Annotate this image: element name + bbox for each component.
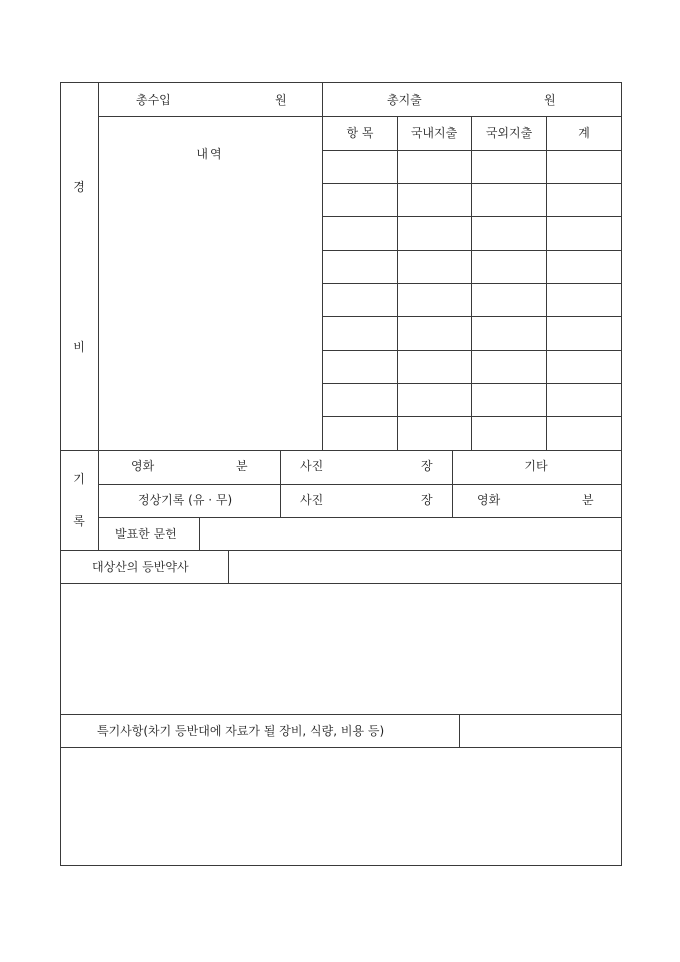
publications-label: 발표한 문헌	[115, 527, 177, 541]
expense-header-line	[98, 116, 622, 117]
photo2-label: 사진	[300, 493, 324, 507]
expense-side-label: 경	[73, 180, 85, 194]
table-header-overseas: 국외지출	[485, 126, 533, 140]
film-unit: 분	[236, 459, 248, 473]
outer-border-left	[60, 82, 61, 866]
expense-table-row-line	[322, 416, 622, 417]
record-row-line	[98, 517, 622, 518]
total-income-unit: 원	[275, 93, 287, 107]
film2-unit: 분	[582, 493, 594, 507]
expense-table-row-line	[322, 383, 622, 384]
record-side-label: 기	[73, 472, 85, 486]
history-label-divider	[228, 550, 229, 584]
record-side-label: 록	[73, 514, 85, 528]
table-header-domestic: 국내지출	[410, 126, 458, 140]
photo-unit: 장	[421, 459, 433, 473]
photo2-unit: 장	[421, 493, 433, 507]
divider-notes-content	[60, 747, 622, 748]
expense-table-col-line	[546, 116, 547, 451]
total-expense-label: 총지출	[387, 93, 422, 107]
other-label: 기타	[524, 459, 548, 473]
total-income-label: 총수입	[136, 93, 171, 107]
table-header-item: 항 목	[346, 126, 374, 140]
film-label: 영화	[131, 459, 155, 473]
expense-table-col-line	[397, 116, 398, 451]
film2-label: 영화	[477, 493, 501, 507]
divider-expense-record	[60, 450, 622, 451]
record-col-line	[452, 450, 453, 518]
divider-record-history	[60, 550, 622, 551]
publications-col-line	[199, 517, 200, 551]
outer-border-right	[621, 82, 622, 866]
special-notes-label: 특기사항(차기 등반대에 자료가 될 장비, 식량, 비용 등)	[97, 724, 385, 738]
expense-table-col-line	[471, 116, 472, 451]
expense-table-row-line	[322, 316, 622, 317]
total-expense-unit: 원	[544, 93, 556, 107]
divider-history-content	[60, 583, 622, 584]
photo-label: 사진	[300, 459, 324, 473]
expense-table-row-line	[322, 216, 622, 217]
breakdown-label: 내역	[196, 147, 224, 161]
side-label-divider	[98, 82, 99, 551]
summit-record-label: 정상기록 (유 · 무)	[138, 493, 233, 507]
expense-table-row-line	[322, 250, 622, 251]
expense-table-row-line	[322, 150, 622, 151]
table-header-total: 계	[578, 126, 590, 140]
outer-border-top	[60, 82, 622, 83]
expense-middle-divider	[322, 82, 323, 451]
expense-table-row-line	[322, 183, 622, 184]
record-col-line	[280, 450, 281, 518]
climb-history-label: 대상산의 등반약사	[92, 560, 189, 574]
expense-table-row-line	[322, 350, 622, 351]
divider-content-notes	[60, 714, 622, 715]
expense-side-label: 비	[73, 340, 85, 354]
record-row-line	[98, 484, 622, 485]
notes-label-divider	[459, 714, 460, 748]
outer-border-bottom	[60, 865, 622, 866]
expense-table-row-line	[322, 283, 622, 284]
